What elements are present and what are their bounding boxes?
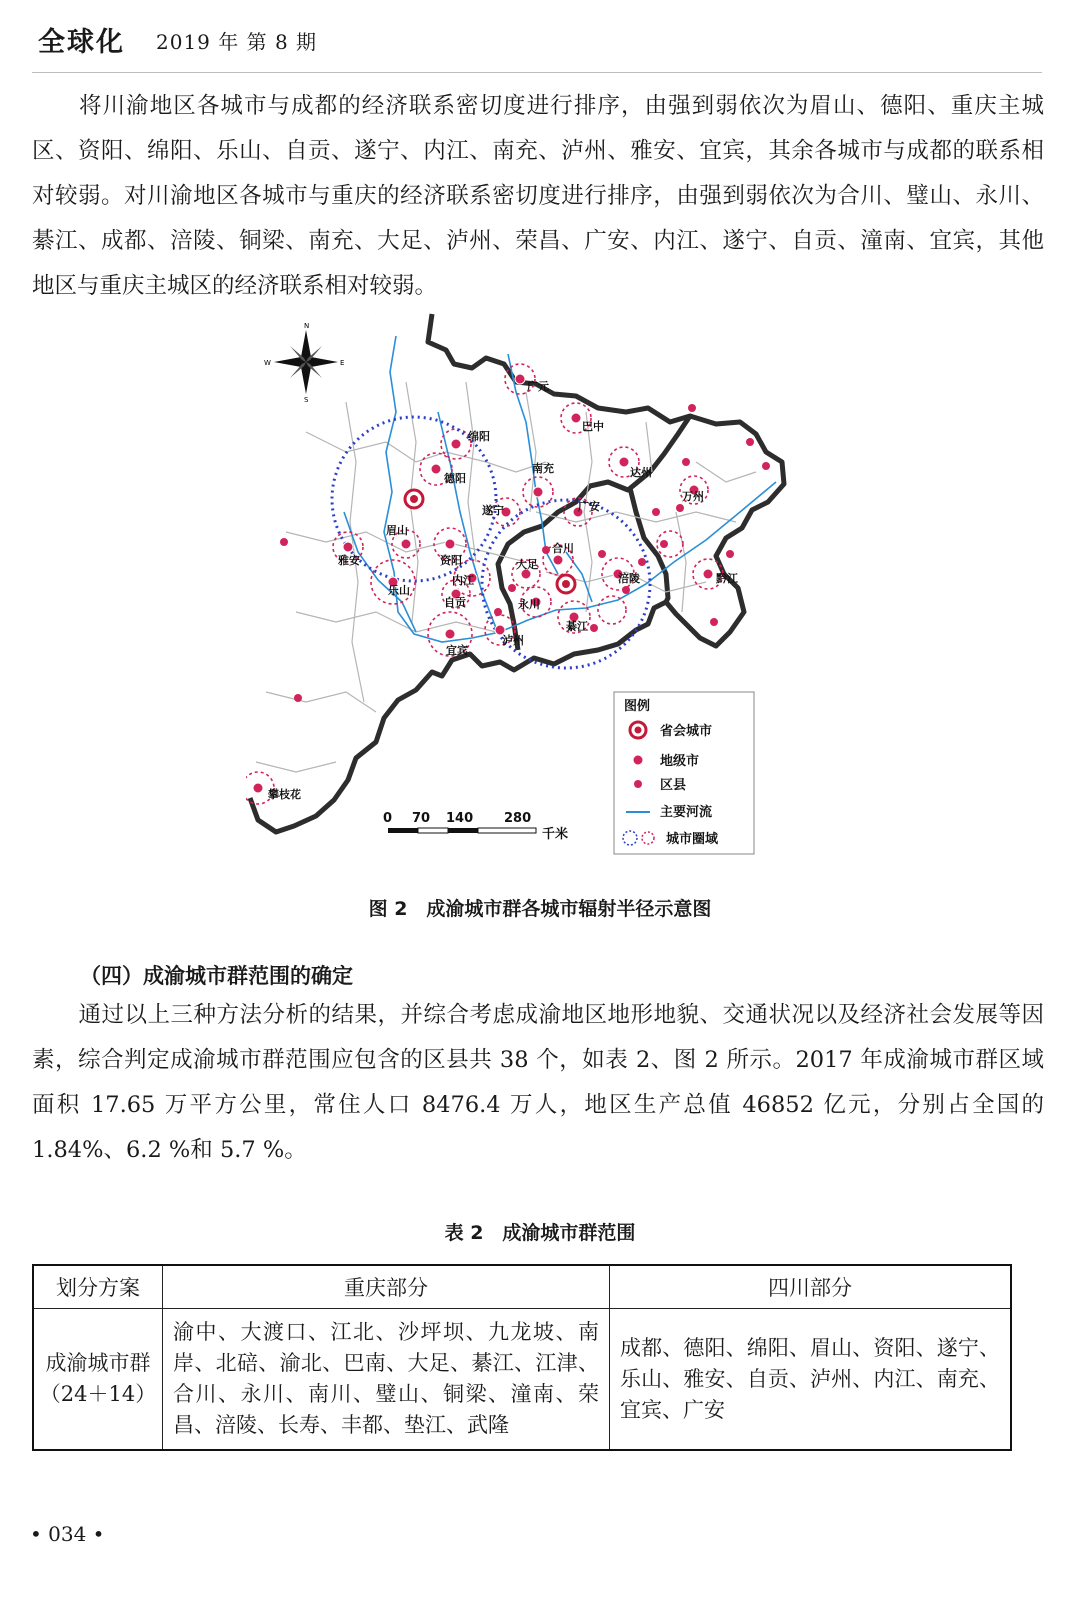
city-label: 广元 <box>527 380 549 393</box>
city-label: 雅安 <box>338 554 360 567</box>
compass-s: S <box>304 396 309 404</box>
sichuan-cell: 成都、德阳、绵阳、眉山、资阳、遂宁、乐山、雅安、自贡、泸州、内江、南充、宜宾、广安 <box>610 1309 1012 1451</box>
legend-item: 省会城市 <box>660 724 713 739</box>
city-label: 綦江 <box>566 620 588 633</box>
city-label: 永川 <box>518 598 540 611</box>
scale-tick-label: 70 <box>412 811 431 826</box>
scale-bar <box>383 811 568 842</box>
paragraph-2-text: 通过以上三种方法分析的结果，并综合考虑成渝地区地形地貌、交通状况以及经济社会发展等因素，综合判定成渝城市群范围应包含的区县共 38 个，如表 2、图 2 所示。2017 年成渝城市群区域面积 17.65 万平方公里，常住人口 8476.4 万人，地区生产总值 46852 亿元，分别占全国的 1.84%、6.2 %和 5.7 %。 <box>32 1002 1044 1163</box>
city-label: 自贡 <box>444 596 466 609</box>
city-label: 内江 <box>452 574 474 587</box>
legend-item: 地级市 <box>660 754 700 769</box>
body-paragraph-2 <box>32 993 1044 1173</box>
city-cluster-table <box>32 1264 1012 1451</box>
city-label: 南充 <box>532 462 554 475</box>
issue-label: 2019 年 第 8 期 <box>156 30 318 54</box>
compass-e: E <box>340 359 345 367</box>
scale-unit: 千米 <box>542 827 569 842</box>
section-heading: （四）成渝城市群范围的确定 <box>80 964 353 988</box>
city-label: 巴中 <box>582 420 604 433</box>
table-caption: 表 2 成渝城市群范围 <box>444 1222 636 1244</box>
city-label: 资阳 <box>440 554 462 567</box>
journal-title: 全球化 <box>38 27 125 58</box>
scheme-count: （24＋14） <box>39 1382 157 1406</box>
city-label: 乐山 <box>388 584 410 597</box>
compass-rose-icon <box>264 322 344 404</box>
scale-tick-label: 280 <box>504 811 532 826</box>
scheme-cell <box>33 1309 163 1451</box>
city-label: 涪陵 <box>618 572 640 585</box>
figure-caption: 图 2 成渝城市群各城市辐射半径示意图 <box>368 898 712 920</box>
city-label: 黔江 <box>716 572 738 585</box>
city-label: 广安 <box>578 500 600 513</box>
scale-tick-label: 0 <box>383 811 393 826</box>
city-label: 万州 <box>682 490 704 503</box>
scale-tick-label: 140 <box>446 811 474 826</box>
city-label: 绵阳 <box>468 430 490 443</box>
legend-item: 城市圈域 <box>666 832 719 847</box>
city-label: 宜宾 <box>446 644 468 657</box>
paragraph-1-text: 将川渝地区各城市与成都的经济联系密切度进行排序，由强到弱依次为眉山、德阳、重庆主城区、资阳、绵阳、乐山、自贡、遂宁、内江、南充、泸州、雅安、宜宾，其余各城市与成都的联系相对较弱。对川渝地区各城市与重庆的经济联系密切度进行排序，由强到弱依次为合川、璧山、永川、綦江、成都、涪陵、铜梁、南充、大足、泸州、荣昌、广安、内江、遂宁、自贡、潼南、宜宾，其他地区与重庆主城区的经济联系相对较弱。 <box>32 93 1044 299</box>
compass-w: W <box>264 359 271 367</box>
legend-item: 主要河流 <box>660 805 713 820</box>
map-legend <box>614 692 754 854</box>
chongqing-cell: 渝中、大渡口、江北、沙坪坝、九龙坡、南岸、北碚、渝北、巴南、大足、綦江、江津、合川、永川、南川、璧山、铜梁、潼南、荣昌、涪陵、长寿、丰都、垫江、武隆 <box>163 1309 610 1451</box>
city-label: 合川 <box>552 542 574 555</box>
chongqing-border <box>498 416 690 650</box>
city-label: 大足 <box>516 558 538 571</box>
city-radiation-map <box>246 312 788 858</box>
city-label: 泸州 <box>502 634 524 647</box>
legend-item: 区县 <box>660 778 687 793</box>
page-number: • 034 • <box>30 1522 105 1546</box>
table-row <box>33 1309 1011 1451</box>
scheme-name: 成渝城市群 <box>45 1351 151 1375</box>
city-label: 眉山 <box>386 524 408 537</box>
table-header-cell: 重庆部分 <box>163 1265 610 1309</box>
compass-n: N <box>304 322 310 330</box>
city-label: 达州 <box>630 466 652 479</box>
header-rule <box>32 72 1042 73</box>
legend-title: 图例 <box>624 699 651 714</box>
table-header-cell: 四川部分 <box>610 1265 1012 1309</box>
city-label: 攀枝花 <box>268 788 301 801</box>
table-header-row <box>33 1265 1011 1309</box>
running-header <box>38 20 1048 60</box>
table-header-cell: 划分方案 <box>33 1265 163 1309</box>
body-paragraph-1 <box>32 84 1044 309</box>
city-label: 德阳 <box>444 472 466 485</box>
city-label: 遂宁 <box>482 504 504 517</box>
